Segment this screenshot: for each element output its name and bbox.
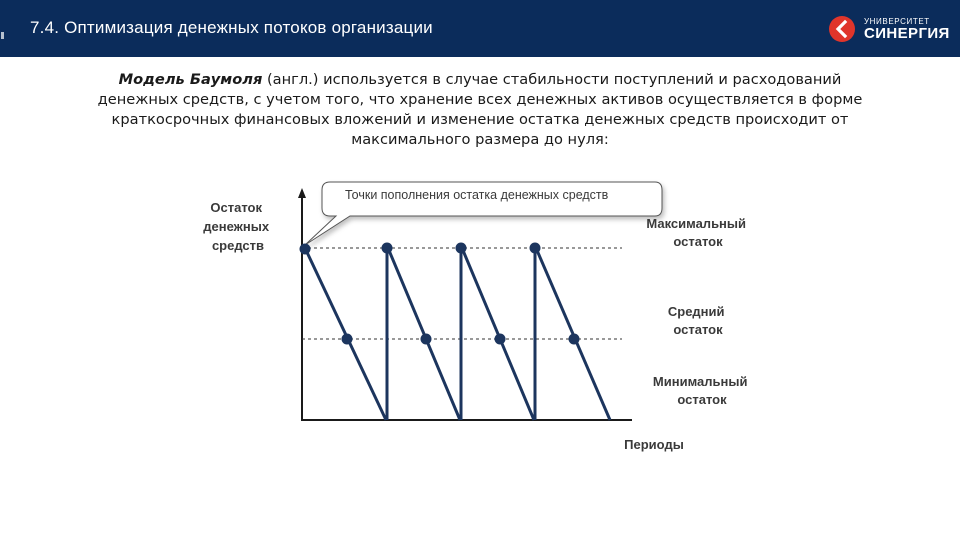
min-level-label-line-1: Минимальный xyxy=(652,374,748,389)
model-term-abbr: (англ.) xyxy=(266,71,319,88)
intro-text: используется в случае стабильности поступлений и расходований денежных средств, с учетом того, что хранение всех денежных активов осуществляется в форме краткосрочных финансовых вложений и изменение остатка денежных средств происходит от максимального размера до нуля: xyxy=(97,71,863,148)
max-level-label-line-2: остаток xyxy=(673,234,723,249)
max-level-label xyxy=(646,216,749,249)
avg-level-label xyxy=(668,304,728,337)
x-axis-label: Периоды xyxy=(624,437,684,452)
y-axis-arrow xyxy=(298,188,306,198)
y-axis-label-line-1: Остаток xyxy=(210,200,262,215)
min-level-label-line-2: остаток xyxy=(677,392,727,407)
refill-point xyxy=(456,243,467,254)
average-point xyxy=(342,334,353,345)
refill-point xyxy=(300,244,311,255)
model-term: Модель Баумоля xyxy=(118,71,263,88)
logo-name: СИНЕРГИЯ xyxy=(864,25,950,42)
max-level-label-line-1: Максимальный xyxy=(646,216,747,231)
callout-text: Точки пополнения остатка денежных средств xyxy=(345,188,609,202)
average-point xyxy=(421,334,432,345)
y-axis-label-line-2: денежных xyxy=(203,219,270,234)
slide-title: 7.4. Оптимизация денежных потоков организации xyxy=(30,18,433,37)
y-axis-label-line-3: средств xyxy=(211,238,265,253)
avg-level-label-line-2: остаток xyxy=(673,322,723,337)
logo-caption: УНИВЕРСИТЕТ xyxy=(864,17,930,26)
refill-point xyxy=(382,243,393,254)
avg-level-label-line-1: Средний xyxy=(667,304,725,319)
refill-point xyxy=(530,243,541,254)
average-point xyxy=(569,334,580,345)
min-level-label xyxy=(653,374,751,407)
y-axis-label xyxy=(203,200,272,253)
average-point xyxy=(495,334,506,345)
